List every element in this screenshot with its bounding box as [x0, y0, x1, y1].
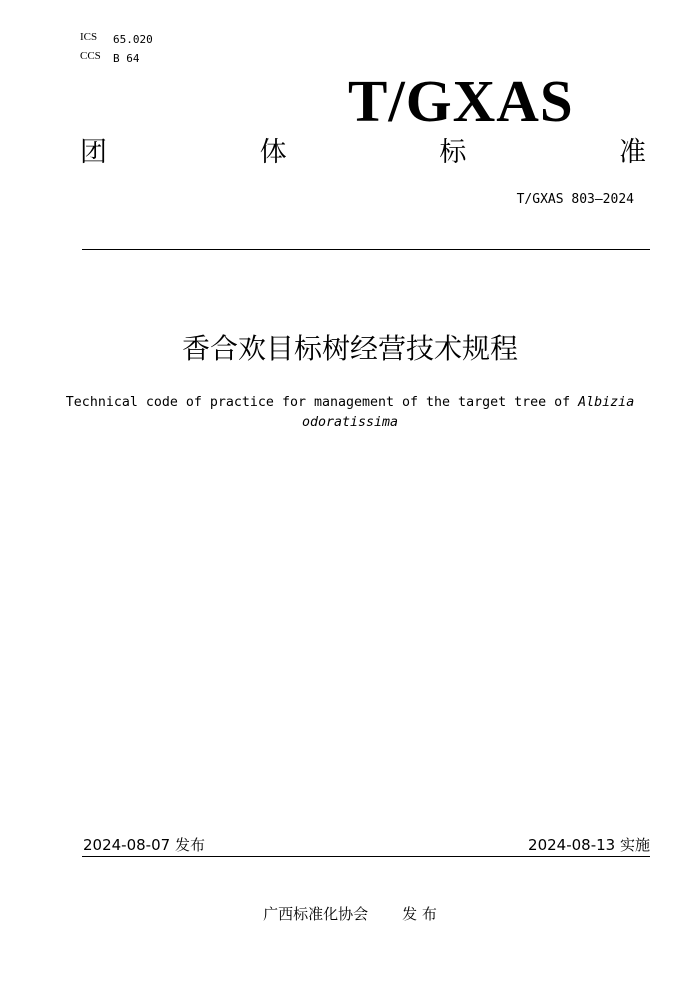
- species-name: Albizia odoratissima: [301, 395, 635, 430]
- document-title-english: [40, 393, 660, 433]
- implementation-date: 2024-08-13 实施: [528, 836, 650, 854]
- issue-date: 2024-08-07 发布: [83, 836, 205, 854]
- ics-code: 65.020: [113, 33, 153, 46]
- standard-type-char: 体: [259, 137, 287, 168]
- standard-type-char: 准: [618, 137, 646, 168]
- publisher-action: 发 布: [402, 905, 437, 923]
- publisher-name: 广西标准化协会: [263, 905, 369, 923]
- standard-type: [80, 136, 646, 170]
- document-title: 香合欢目标树经营技术规程: [181, 332, 518, 365]
- standard-type-char: 团: [80, 137, 107, 168]
- standard-type-char: 标: [439, 137, 467, 168]
- header-divider: [82, 249, 650, 250]
- ccs-label: CCS: [80, 50, 101, 62]
- footer-divider: [82, 856, 650, 857]
- english-title-text: Technical code of practice for management of the target tree of: [65, 395, 579, 410]
- ccs-code: B 64: [113, 52, 140, 65]
- standard-number: T/GXAS 803—2024: [516, 192, 634, 207]
- ics-label: ICS: [80, 31, 98, 43]
- standard-brand: T/GXAS: [348, 68, 574, 134]
- publisher: [0, 904, 700, 924]
